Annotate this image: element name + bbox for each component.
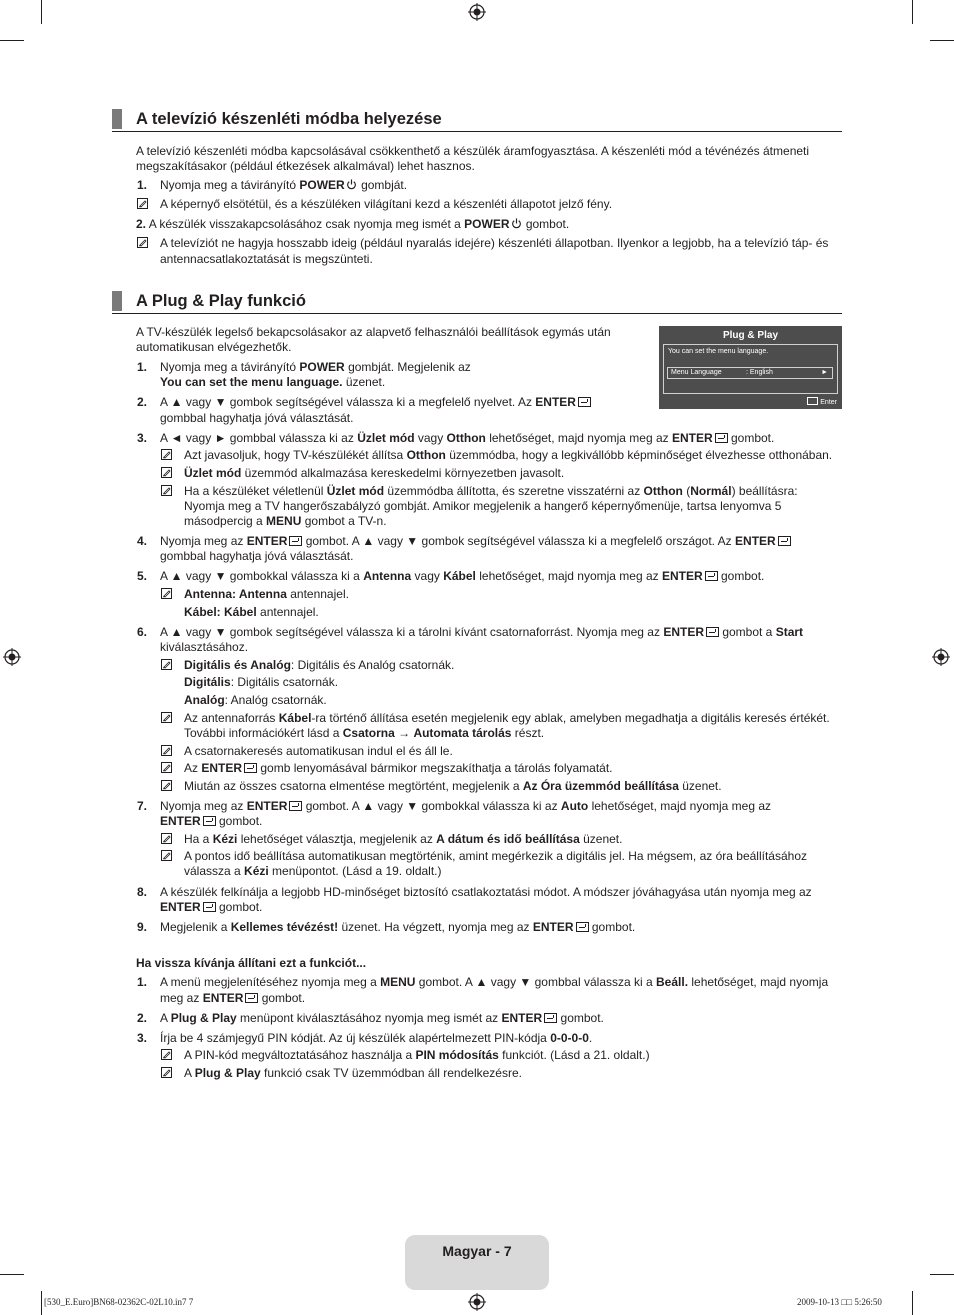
note-text: Analóg: Analóg csatornák.: [184, 693, 327, 707]
crop-mark: [930, 1274, 954, 1275]
registration-mark-icon: [932, 648, 950, 666]
intro-line: automatikusan elvégezhetők.: [136, 340, 292, 354]
note-text: A pontos idő beállítása automatikusan megtörténik, amint megérkezik a digitális jel. Ha mégsem, az óra beállításához: [184, 849, 807, 863]
step-text: A Plug & Play menüpont kiválasztásához nyomja meg ismét az ENTER gombot.: [160, 1011, 604, 1025]
note-text: másodpercig a MENU gombot a TV-n.: [184, 514, 387, 528]
note-icon: [161, 833, 172, 844]
step-text: A ▲ vagy ▼ gombok segítségével válassza ki a megfelelő nyelvet. Az ENTER: [160, 395, 591, 410]
note-text: Nyomja meg a TV hangerőszabályzó gombját. Amikor megjelenik a hangerő képernyőmenüje, tartsa lenyomva 5: [184, 499, 782, 513]
step-number: 3.: [136, 431, 147, 445]
print-job-info: [530_E.Euro]BN68-02362C-02L10.in7 7: [44, 1297, 194, 1307]
step-text: A ▲ vagy ▼ gombokkal válassza ki a Antenna vagy Kábel lehetőséget, majd nyomja meg az ENTER gombot.: [160, 569, 765, 583]
enter-icon: [578, 397, 591, 407]
intro-line: A TV-készülék legelső bekapcsolásakor az alapvető felhasználói beállítások egymás után: [136, 325, 611, 339]
note-text: Miután az összes csatorna elmentése megtörtént, megjelenik a Az Óra üzemmód beállítása üzenet.: [184, 779, 722, 793]
note-text: Digitális és Analóg: Digitális és Analóg csatornák.: [184, 658, 455, 672]
step-text: A készülék felkínálja a legjobb HD-minőséget biztosító csatlakoztatási módot. A módszer jóváhagyása után nyomja meg az: [160, 885, 812, 899]
crop-mark: [912, 1291, 913, 1315]
step-number: 6.: [136, 625, 147, 639]
crop-mark: [0, 40, 24, 41]
power-icon: [511, 218, 522, 229]
section-bar: [112, 109, 122, 129]
note-icon: [161, 588, 172, 599]
note-icon: [161, 762, 172, 773]
step-number: 7.: [136, 799, 147, 813]
note-text: Azt javasoljuk, hogy TV-készülékét állítsa Otthon üzemmódba, hogy a legkivállóbb képminőséget élvezhesse otthonában.: [184, 448, 833, 462]
step-number: 3.: [136, 1031, 147, 1045]
note-text: válassza a Kézi menüpontot. (Lásd a 19. oldalt.): [184, 864, 442, 878]
step-text: gombbal hagyhatja jóvá választását.: [160, 549, 354, 563]
step-text: Nyomja meg a távirányító POWER gombját.: [160, 178, 408, 192]
step-text: gombbal hagyhatja jóvá választását.: [160, 411, 354, 425]
step-text: meg az ENTER gombot.: [160, 991, 306, 1005]
step-text: Nyomja meg az ENTER gombot. A ▲ vagy ▼ gombok segítségével válassza ki a megfelelő országot. Az ENTER: [160, 534, 791, 549]
note-text: További információkért lásd a Csatorna → Automata tárolás részt.: [184, 726, 545, 740]
note-text: Ha a Kézi lehetőséget választja, megjelenik az A dátum és idő beállítása üzenet.: [184, 832, 623, 846]
enter-icon: [289, 801, 302, 811]
step-text: Írja be 4 számjegyű PIN kódját. Az új készülék alapértelmezett PIN-kódja 0-0-0-0.: [160, 1031, 593, 1045]
step-text: Megjelenik a Kellemes tévézést! üzenet. Ha végzett, nyomja meg az ENTER gombot.: [160, 920, 636, 934]
step-text: Nyomja meg az ENTER gombot. A ▲ vagy ▼ gombokkal válassza ki az Auto lehetőséget, majd nyomja meg az: [160, 799, 772, 813]
step-number: 1.: [136, 975, 147, 989]
note-text: Antenna: Antenna antennajel.: [184, 587, 349, 601]
note-text: A képernyő elsötétül, és a készüléken világítani kezd a készenléti állapotot jelző fény.: [160, 197, 613, 211]
section-title: A Plug & Play funkció: [136, 292, 306, 310]
enter-icon: [807, 397, 818, 405]
step-text: ENTER gombot.: [160, 900, 263, 914]
step-text: A ▲ vagy ▼ gombok segítségével válassza ki a tárolni kívánt csatornaforrást. Nyomja meg az ENTER gombot a Start: [160, 625, 804, 639]
step-number: 2.: [136, 395, 147, 409]
enter-icon: [203, 902, 216, 912]
step-number: 2.: [136, 1011, 147, 1025]
note-icon: [161, 485, 172, 496]
registration-mark-icon: [3, 648, 21, 666]
step-text: You can set the menu language. üzenet.: [160, 375, 386, 389]
step-number: 8.: [136, 885, 147, 899]
note-text: A PIN-kód megváltoztatásához használja a PIN módosítás funkciót. (Lásd a 21. oldalt.): [184, 1048, 650, 1062]
enter-icon: [778, 536, 791, 546]
note-text: Üzlet mód üzemmód alkalmazása kereskedelmi környezetben javasolt.: [184, 466, 565, 480]
note-icon: [137, 237, 148, 248]
step-number: 9.: [136, 920, 147, 934]
step-number: 1.: [136, 360, 147, 374]
enter-icon: [544, 1013, 557, 1023]
section-plug-and-play-heading: [112, 291, 842, 314]
step-text: ENTER gombot.: [160, 814, 263, 828]
note-icon: [161, 712, 172, 723]
osd-menu-language-row: [667, 367, 833, 379]
enter-icon: [244, 763, 257, 773]
osd-message: You can set the menu language.: [668, 348, 769, 355]
step-text: A ◄ vagy ► gombbal válassza ki az Üzlet mód vagy Otthon lehetőséget, majd nyomja meg az ENTER gombot.: [160, 431, 775, 445]
section-standby-heading: [112, 109, 842, 132]
note-text: Az antennaforrás Kábel-ra történő állítása esetén megjelenik egy ablak, amelyben megadhatja a digitális keresés értékét.: [184, 711, 830, 725]
note-text: antennacsatlakoztatását is megszünteti.: [160, 252, 373, 266]
crop-mark: [930, 40, 954, 41]
note-icon: [161, 1049, 172, 1060]
note-icon: [161, 1067, 172, 1078]
step-text: Nyomja meg a távirányító POWER gombját. Megjelenik az: [160, 360, 471, 374]
note-icon: [161, 745, 172, 756]
intro-line: A televízió készenléti módba kapcsolásával csökkenthető a készülék áramfogyasztása. A készenléti mód a tévénézés átmeneti: [136, 144, 810, 158]
crop-mark: [41, 0, 42, 24]
crop-mark: [0, 1274, 24, 1275]
crop-mark: [912, 0, 913, 24]
note-text: A Plug & Play funkció csak TV üzemmódban áll rendelkezésre.: [184, 1066, 522, 1080]
enter-icon: [245, 993, 258, 1003]
note-icon: [161, 659, 172, 670]
enter-icon: [289, 536, 302, 546]
intro-line: megszakításakor (például étkezések alkalmával) lehet hasznos.: [136, 159, 475, 173]
enter-icon: [706, 627, 719, 637]
enter-icon: [576, 922, 589, 932]
osd-row-label: Menu Language: [671, 369, 722, 376]
section-title: A televízió készenléti módba helyezése: [136, 110, 442, 128]
arrow-right-icon: ►: [821, 369, 828, 376]
print-timestamp: 2009-10-13 □□ 5:26:50: [797, 1297, 882, 1307]
page-number: Magyar - 7: [442, 1243, 512, 1259]
step-number: 4.: [136, 534, 147, 548]
note-text: Ha a készüléket véletlenül Üzlet mód üzemmódba állította, és szeretne visszatérni az Otthon (Normál) beállításra:: [184, 484, 798, 498]
note-icon: [161, 467, 172, 478]
power-icon: [346, 179, 357, 190]
registration-mark-icon: [468, 3, 486, 21]
note-icon: [161, 449, 172, 460]
note-icon: [161, 850, 172, 861]
enter-icon: [705, 571, 718, 581]
note-text: A televíziót ne hagyja hosszabb ideig (például nyaralás idejére) készenléti állapotban. Ilyenkor a legjobb, ha a televízió táp- és: [160, 236, 829, 250]
subheading: Ha vissza kívánja állítani ezt a funkciót...: [136, 956, 367, 970]
step-text: A menü megjelenítéséhez nyomja meg a MENU gombot. A ▲ vagy ▼ gombbal válassza ki a Beáll. lehetőséget, majd nyomja: [160, 975, 829, 989]
step-number: 1.: [136, 178, 147, 192]
step-number: 5.: [136, 569, 147, 583]
note-text: Digitális: Digitális csatornák.: [184, 675, 339, 689]
note-icon: [137, 198, 148, 209]
section-bar: [112, 291, 122, 311]
step-text: 2. A készülék visszakapcsolásához csak nyomja meg ismét a POWER gombot.: [136, 217, 570, 231]
crop-mark: [41, 1291, 42, 1315]
osd-title: Plug & Play: [722, 330, 778, 341]
page-number-tab: [405, 1235, 549, 1290]
registration-mark-icon: [468, 1293, 486, 1311]
osd-preview: [659, 326, 842, 409]
note-text: Kábel: Kábel antennajel.: [184, 605, 319, 619]
enter-icon: [203, 816, 216, 826]
note-text: Az ENTER gomb lenyomásával bármikor megszakíthatja a tárolás folyamatát.: [184, 761, 613, 775]
osd-panel: [663, 344, 838, 394]
enter-icon: [715, 433, 728, 443]
note-icon: [161, 780, 172, 791]
step-text: kiválasztásához.: [160, 640, 249, 654]
osd-row-value: : English: [746, 369, 773, 376]
note-text: A csatornakeresés automatikusan indul el és áll le.: [184, 744, 453, 758]
osd-footer: Enter: [807, 397, 837, 406]
